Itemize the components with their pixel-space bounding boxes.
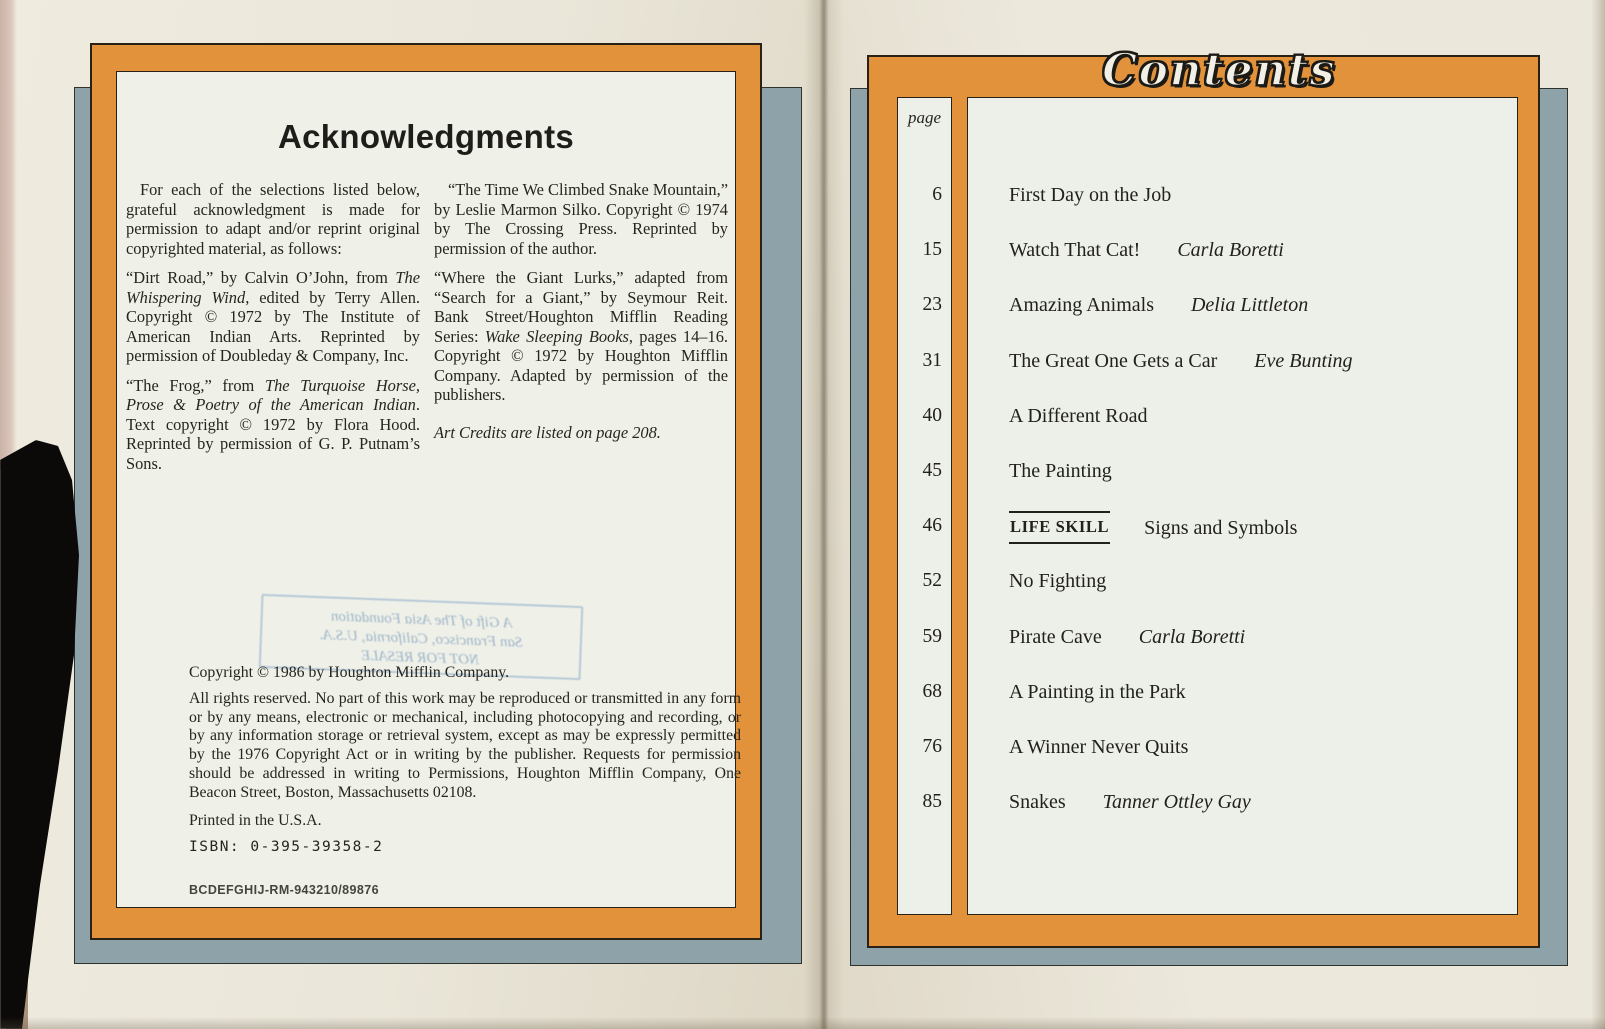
contents-page-number: 23 — [922, 294, 942, 316]
ack-paragraph: “Dirt Road,” by Calvin O’John, from The Whispering Wind, edited by Terry Allen. Copyright © 1972 by The Institute of American Indian Arts. Reprinted by permission of Doubleday & Company, Inc. — [126, 268, 420, 365]
rights-statement: All rights reserved. No part of this work may be reproduced or transmitted in any form or by any means, electronic or mechanical, including photocopying and recording, or by any information storage or retrieval system, except as may be expressly permitted by the 1976 Copyright Act or in writing by the publisher. Requests for permission should be addressed in writing to Permissions, Houghton Mifflin Company, One Beacon Street, Boston, Massachusetts 02108. — [189, 689, 741, 801]
contents-row — [968, 513, 1517, 546]
contents-entry-title: Signs and Symbols — [1144, 517, 1298, 540]
contents-row — [968, 734, 1517, 760]
acknowledgments-columns — [126, 180, 728, 483]
contents-row — [968, 292, 1517, 318]
book-bottom-edge — [0, 1017, 1605, 1029]
contents-page-number: 15 — [922, 239, 942, 261]
contents-entry-title: Pirate Cave — [1009, 625, 1102, 648]
acknowledgments-panel — [116, 71, 741, 908]
ack-paragraph: “The Frog,” from The Turquoise Horse, Prose & Poetry of the American Indian. Text copyright © 1972 by Flora Hood. Reprinted by permission of G. P. Putnam’s Sons. — [126, 375, 420, 473]
contents-entry-title: Snakes — [1009, 791, 1066, 814]
copyright-block — [189, 664, 741, 900]
contents-entry-author: Carla Boretti — [1177, 239, 1284, 262]
page-column-label: page — [907, 108, 942, 127]
contents-entry-title: Watch That Cat! — [1009, 239, 1141, 262]
contents-page-number: 6 — [932, 184, 942, 205]
stamp-line: A Gift of The Asia Foundation — [330, 608, 513, 632]
printed-in-usa: Printed in the U.S.A. — [189, 811, 322, 829]
ack-column-right — [434, 180, 728, 483]
contents-entry-title: A Winner Never Quits — [1009, 736, 1189, 758]
left-orange-frame — [90, 43, 762, 940]
ack-paragraph: “The Time We Climbed Snake Mountain,” by Leslie Marmon Silko. Copyright © 1974 by The Crossing Press. Reprinted by permission of the author. — [434, 180, 728, 258]
contents-entry-author: Carla Boretti — [1138, 625, 1246, 648]
contents-page-number: 40 — [922, 404, 942, 426]
contents-list-panel — [967, 97, 1518, 915]
ack-right-paras — [434, 180, 728, 405]
stamp-line: San Francisco, California, U.S.A. — [319, 627, 523, 651]
print-run-code: BCDEFGHIJ-RM-943210/89876 — [189, 883, 379, 898]
contents-row — [968, 679, 1517, 705]
contents-entry-title: A Different Road — [1009, 404, 1148, 427]
contents-page-number: 59 — [922, 625, 942, 647]
contents-row — [968, 182, 1517, 208]
contents-entry-author: Tanner Ottley Gay — [1102, 791, 1251, 814]
contents-heading: Contents — [1102, 45, 1336, 96]
copyright-notice: Copyright © 1986 by Houghton Mifflin Company. — [189, 664, 510, 681]
contents-page-number: 46 — [922, 515, 942, 537]
isbn-number: ISBN: 0-395-39358-2 — [189, 839, 384, 856]
contents-page-number: 76 — [922, 736, 942, 757]
contents-row — [968, 458, 1517, 484]
contents-row — [968, 403, 1517, 429]
contents-page-number: 45 — [922, 460, 942, 481]
ack-column-left — [126, 180, 420, 483]
contents-entry-title: No Fighting — [1009, 570, 1107, 593]
contents-page — [823, 0, 1605, 1029]
contents-row — [968, 624, 1517, 650]
contents-page-number: 52 — [922, 570, 942, 592]
ack-paragraph: “Where the Giant Lurks,” adapted from “Search for a Giant,” by Seymour Reit. Bank Street/Houghton Mifflin Reading Series: Wake Sleeping Books, pages 14–16. Copyright © 1972 by Houghton Mifflin Company. Adapted by permission of the publishers. — [434, 268, 728, 404]
book-right-edge — [1591, 0, 1605, 1029]
stamp-line: NOT FOR RESALE — [360, 647, 480, 669]
contents-page-number: 31 — [922, 349, 942, 371]
contents-row — [968, 789, 1517, 815]
life-skill-badge: LIFE SKILL — [1009, 511, 1110, 544]
art-credits-note: Art Credits are listed on page 208. — [434, 422, 661, 442]
contents-entry-author: Eve Bunting — [1254, 349, 1353, 372]
page-number-column — [897, 97, 952, 915]
contents-entry-title: A Painting in the Park — [1009, 680, 1186, 703]
contents-entry-title: First Day on the Job — [1009, 184, 1172, 206]
book-left-edge — [0, 0, 17, 470]
contents-entry-author: Delia Littleton — [1190, 294, 1309, 317]
book-gutter — [804, 0, 844, 1029]
acknowledgments-heading: Acknowledgments — [277, 118, 575, 155]
right-orange-frame — [867, 45, 1540, 948]
contents-entry-title: The Painting — [1009, 460, 1112, 482]
contents-row — [968, 348, 1517, 374]
contents-page-number: 85 — [922, 791, 942, 813]
contents-entry-title: Amazing Animals — [1009, 294, 1154, 317]
contents-page-number: 68 — [922, 680, 942, 702]
contents-row — [968, 237, 1517, 263]
contents-entry-title: The Great One Gets a Car — [1009, 349, 1218, 372]
ack-paragraph: For each of the selections listed below, grateful acknowledgment is made for permission to adapt and/or reprint original copyrighted material, as follows: — [126, 180, 420, 258]
contents-row — [968, 568, 1517, 594]
